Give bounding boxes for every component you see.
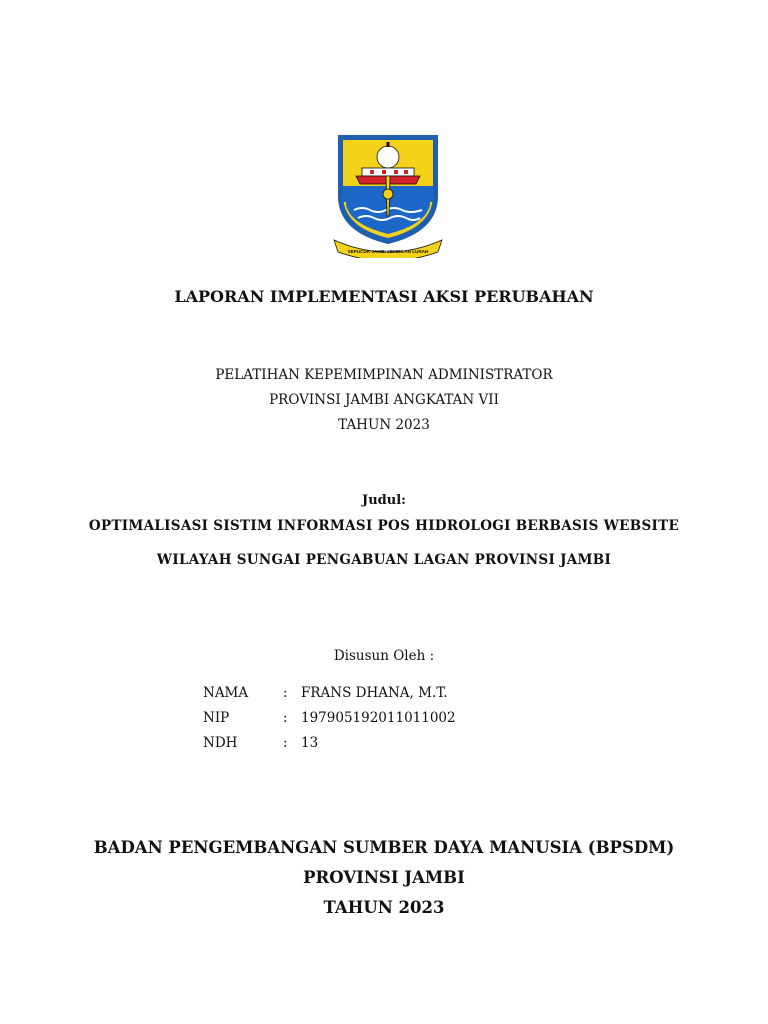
judul-label: Judul: [362, 493, 406, 508]
subtitle-line-1: PELATIHAN KEPEMIMPINAN ADMINISTRATOR [215, 367, 553, 383]
author-field-separator: : [283, 685, 288, 701]
judul-line-2: WILAYAH SUNGAI PENGABUAN LAGAN PROVINSI JAMBI [156, 552, 612, 568]
emblem-dome [377, 146, 399, 168]
author-field-label: NAMA [203, 685, 249, 701]
institution-line-2: PROVINSI JAMBI [303, 868, 465, 887]
report-title: LAPORAN IMPLEMENTASI AKSI PERUBAHAN [174, 287, 594, 306]
institution-line-3: TAHUN 2023 [323, 898, 445, 917]
disusun-label: Disusun Oleh : [333, 648, 435, 664]
judul-line-1: OPTIMALISASI SISTIM INFORMASI POS HIDROLOGI BERBASIS WEBSITE [88, 518, 680, 534]
author-field-separator: : [283, 710, 288, 726]
subtitle-line-3: TAHUN 2023 [338, 417, 430, 433]
author-field-label: NDH [203, 735, 238, 751]
author-field-value: FRANS DHANA, M.T. [301, 685, 448, 701]
author-field-value: 197905192011011002 [301, 710, 456, 726]
emblem-motto: SEPUCUK JAMBI SEMBILAN LURAH [347, 249, 429, 254]
subtitle-line-2: PROVINSI JAMBI ANGKATAN VII [269, 392, 499, 408]
author-field-value: 13 [301, 735, 319, 751]
institution-line-1: BADAN PENGEMBANGAN SUMBER DAYA MANUSIA (BPSDM) [93, 838, 675, 857]
jambi-province-emblem [332, 132, 444, 258]
author-field-separator: : [283, 735, 288, 751]
author-field-label: NIP [203, 710, 230, 726]
